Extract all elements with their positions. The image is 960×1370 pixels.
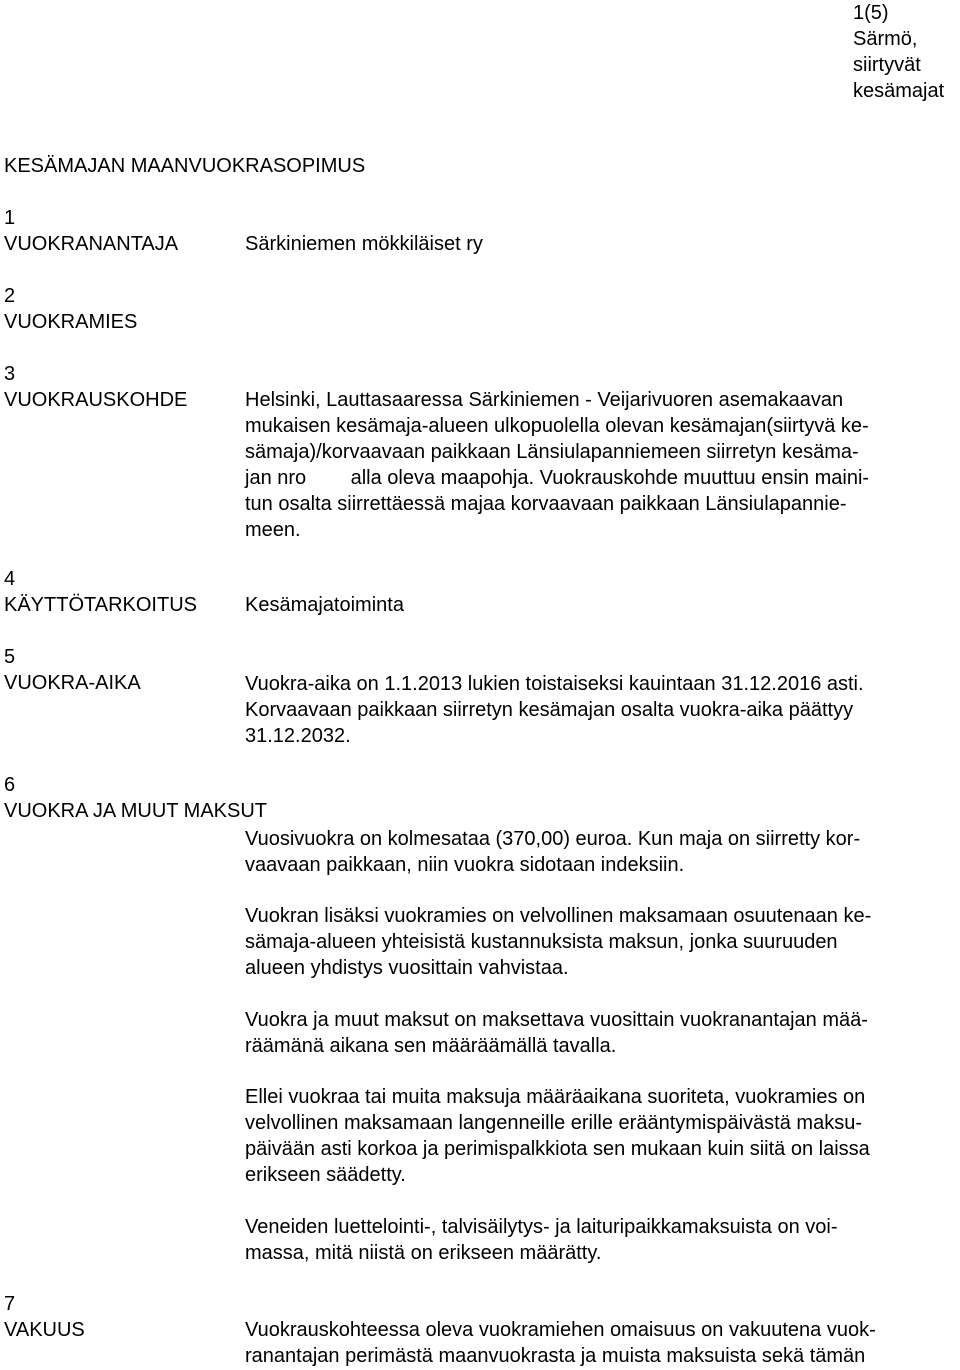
section-2-label: VUOKRAMIES (4, 311, 138, 333)
page-number: 1(5) (853, 2, 889, 24)
section-3-label: VUOKRAUSKOHDE (4, 389, 188, 411)
section-6-para-2-line-3: alueen yhdistys vuosittain vahvistaa. (245, 957, 569, 979)
section-4-label: KÄYTTÖTARKOITUS (4, 594, 197, 616)
section-4-number: 4 (4, 568, 16, 590)
section-6-para-3-line-2: räämänä aikana sen määräämällä tavalla. (245, 1035, 617, 1057)
section-6-para-4-line-3: päivään asti korkoa ja perimispalkkiota sen mukaan kuin siitä on laissa (245, 1138, 870, 1160)
section-6-label: VUOKRA JA MUUT MAKSUT (4, 800, 268, 822)
section-3-line-1: Helsinki, Lauttasaaressa Särkiniemen - Veijarivuoren asemakaavan (245, 389, 844, 411)
section-7-line-2: ranantajan perimästä maanvuokrasta ja muista maksuista sekä tämän (245, 1345, 866, 1367)
section-6-para-4-line-4: erikseen säädetty. (245, 1164, 406, 1186)
header-line-3: kesämajat (853, 80, 945, 102)
section-3-number: 3 (4, 363, 16, 385)
section-4-text: Kesämajatoiminta (245, 594, 404, 616)
section-3-line-4: jan nro alla oleva maapohja. Vuokrauskohde muuttuu ensin maini- (245, 467, 870, 489)
section-6-para-5-line-2: massa, mitä niistä on erikseen määrätty. (245, 1242, 602, 1264)
section-6-para-2-line-1: Vuokran lisäksi vuokramies on velvollinen maksamaan osuutenaan ke- (245, 905, 872, 927)
section-6-para-4-line-1: Ellei vuokraa tai muita maksuja määräaikana suoriteta, vuokramies on (245, 1086, 866, 1108)
section-1-label: VUOKRANANTAJA (4, 233, 179, 255)
header-line-2: siirtyvät (853, 54, 921, 76)
section-6-para-3-line-1: Vuokra ja muut maksut on maksettava vuosittain vuokranantajan mää- (245, 1009, 868, 1031)
section-6-para-5-line-1: Veneiden luettelointi-, talvisäilytys- ja laituripaikkamaksuista on voi- (245, 1216, 838, 1238)
section-3-line-5: tun osalta siirrettäessä majaa korvaavaan paikkaan Länsiulapannie- (245, 493, 847, 515)
section-3-line-2: mukaisen kesämaja-alueen ulkopuolella olevan kesämajan(siirtyvä ke- (245, 415, 869, 437)
section-3-line-3: sämaja)/korvaavaan paikkaan Länsiulapanniemeen siirretyn kesäma- (245, 441, 859, 463)
section-7-label: VAKUUS (4, 1319, 85, 1341)
header-line-1: Särmö, (853, 28, 918, 50)
document-title: KESÄMAJAN MAANVUOKRASOPIMUS (4, 155, 366, 177)
section-5-label: VUOKRA-AIKA (4, 672, 141, 694)
section-5-number: 5 (4, 646, 16, 668)
section-6-para-1-line-1: Vuosivuokra on kolmesataa (370,00) euroa. Kun maja on siirretty kor- (245, 828, 861, 850)
section-6-para-1-line-2: vaavaan paikkaan, niin vuokra sidotaan indeksiin. (245, 854, 685, 876)
section-5-line-3: 31.12.2032. (245, 725, 351, 747)
section-6-number: 6 (4, 774, 16, 796)
section-5-line-1: Vuokra-aika on 1.1.2013 lukien toistaiseksi kauintaan 31.12.2016 asti. (245, 673, 864, 695)
section-7-line-1: Vuokrauskohteessa oleva vuokramiehen omaisuus on vakuutena vuok- (245, 1319, 876, 1341)
section-1-text: Särkiniemen mökkiläiset ry (245, 233, 483, 255)
section-5-line-2: Korvaavaan paikkaan siirretyn kesämajan osalta vuokra-aika päättyy (245, 699, 854, 721)
section-7-number: 7 (4, 1293, 16, 1315)
section-3-line-6: meen. (245, 519, 301, 541)
section-6-para-4-line-2: velvollinen maksamaan langenneille erille erääntymispäivästä maksu- (245, 1112, 862, 1134)
section-6-para-2-line-2: sämaja-alueen yhteisistä kustannuksista maksun, jonka suuruuden (245, 931, 838, 953)
section-2-number: 2 (4, 285, 16, 307)
section-1-number: 1 (4, 207, 16, 229)
